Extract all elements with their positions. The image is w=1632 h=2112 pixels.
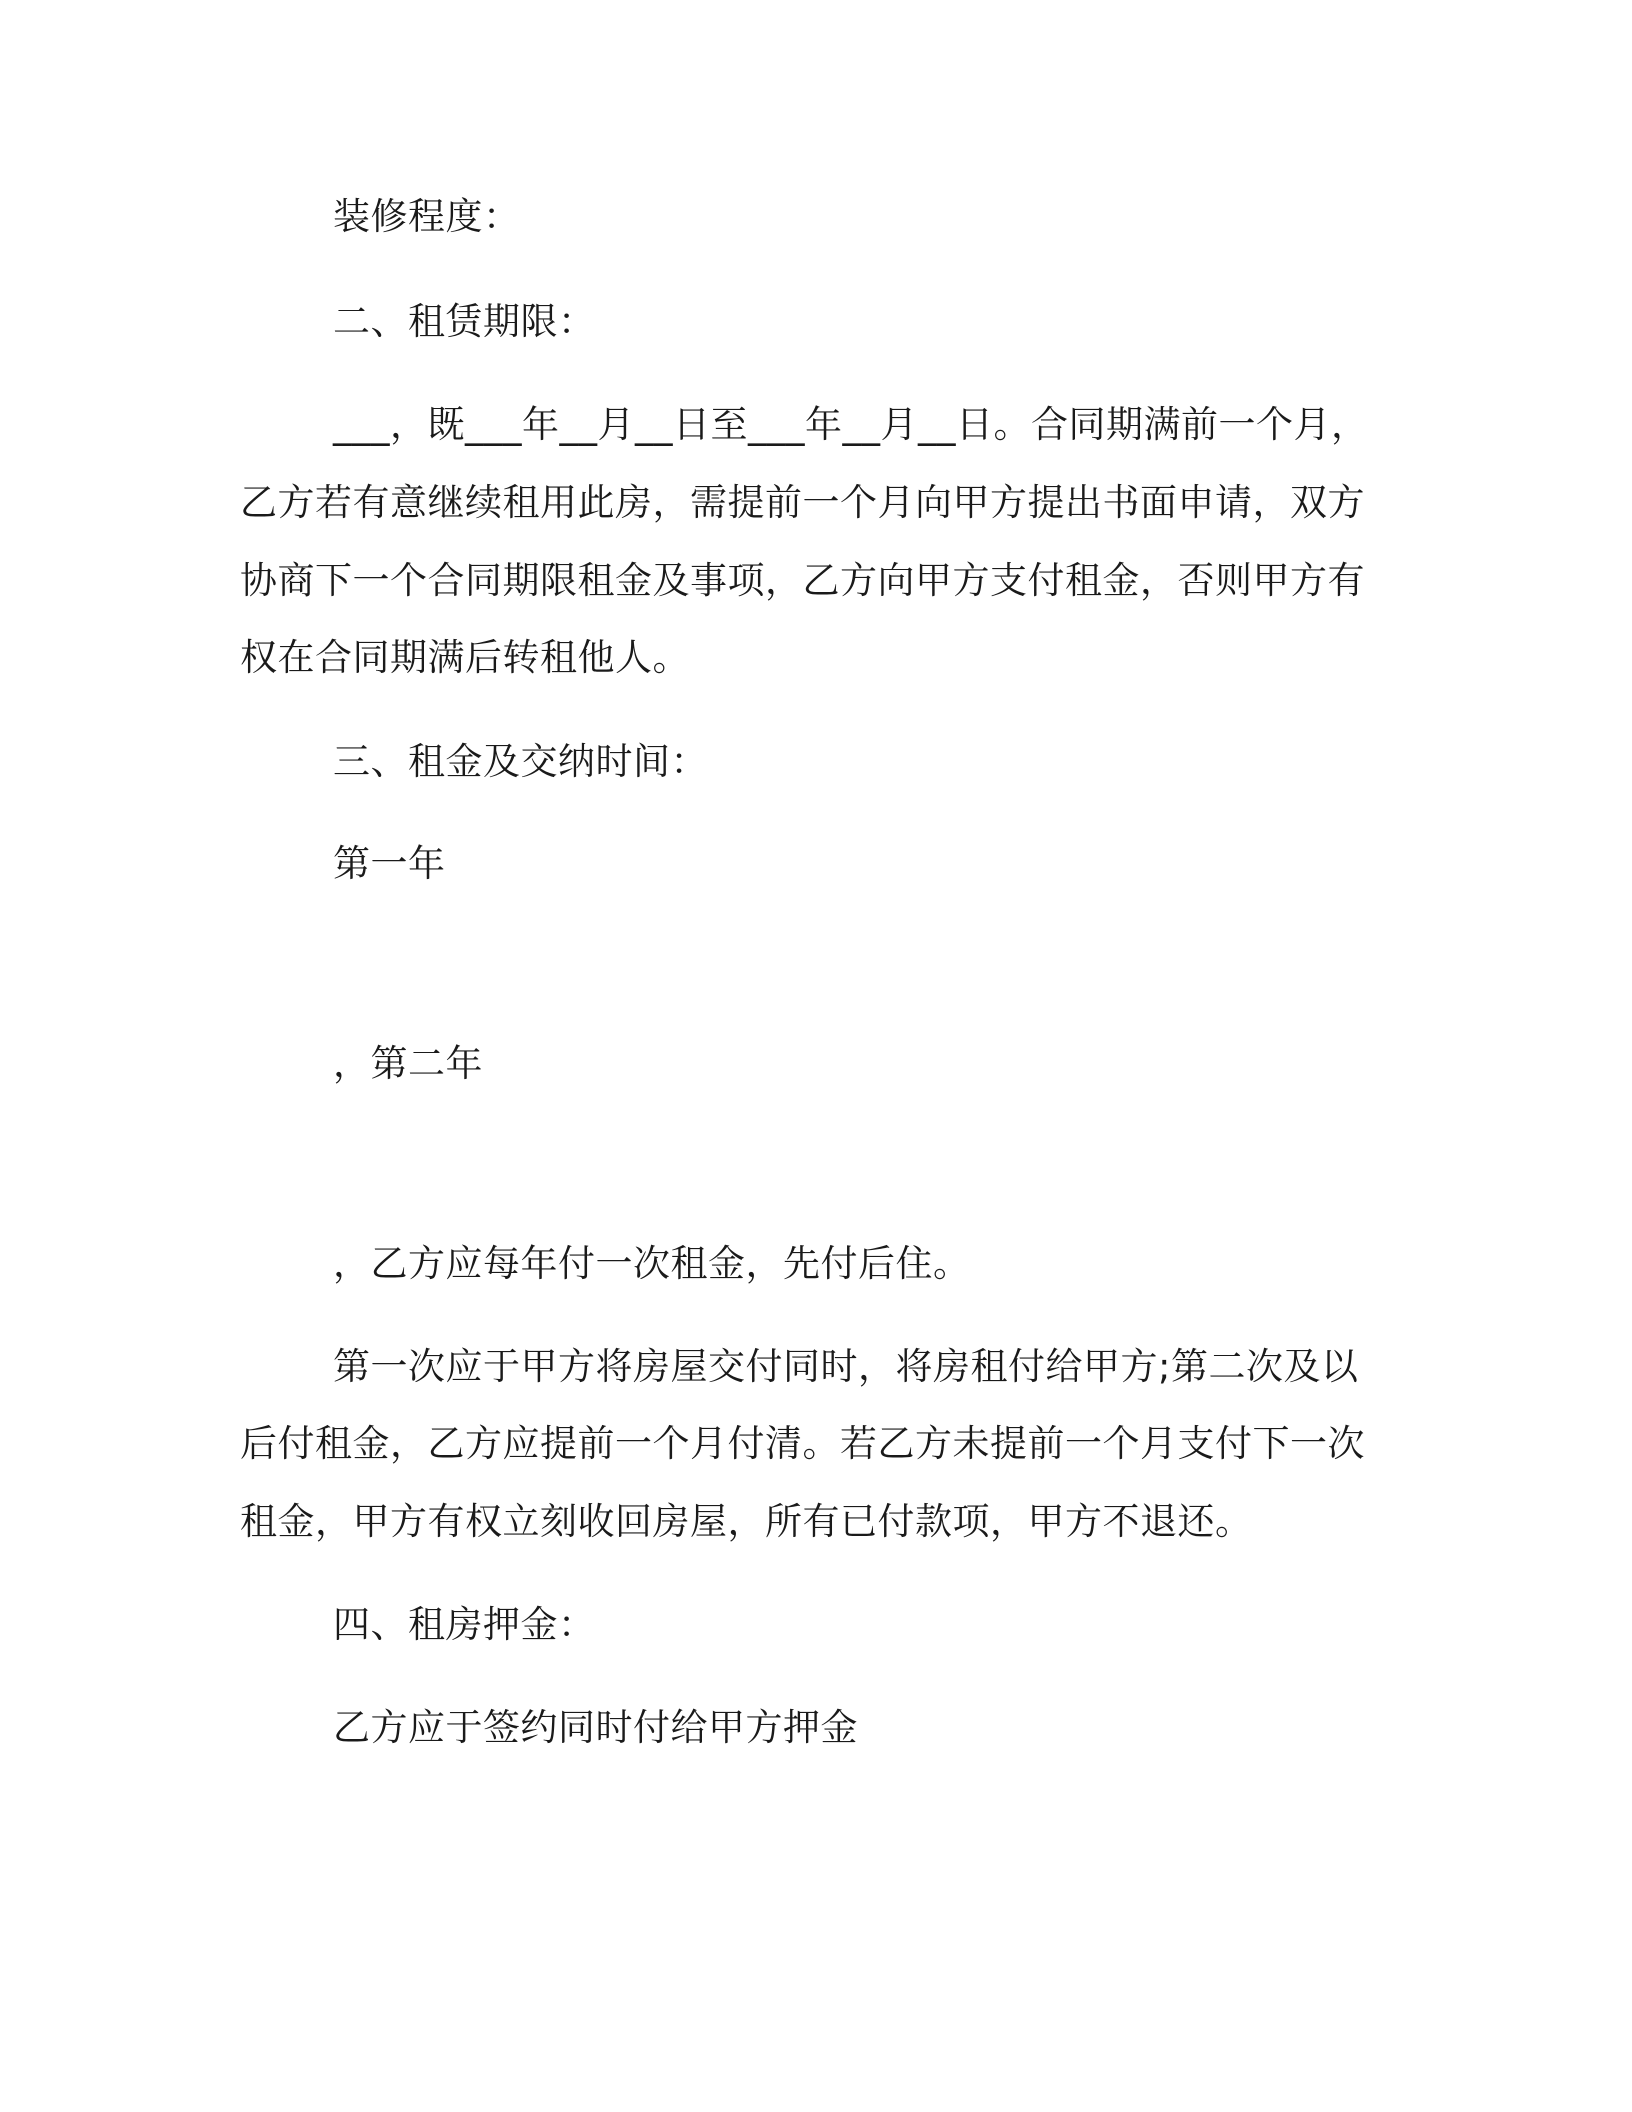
payment-rule-text: ，乙方应每年付一次租金，先付后住。 <box>333 1242 971 1285</box>
decoration-label: 装修程度： <box>333 195 521 238</box>
lease-term-paragraph-line: 协商下一个合同期限租金及事项，乙方向甲方支付租金，否则甲方有 <box>240 559 1365 602</box>
rent-payment-paragraph-line: 后付租金，乙方应提前一个月付清。若乙方未提前一个月支付下一次 <box>240 1422 1365 1465</box>
section-heading-rent-payment: 三、租金及交纳时间： <box>333 740 708 783</box>
rent-payment-paragraph-line: 租金，甲方有权立刻收回房屋，所有已付款项，甲方不退还。 <box>240 1500 1253 1543</box>
lease-term-paragraph-line: 权在合同期满后转租他人。 <box>240 636 690 679</box>
deposit-text: 乙方应于签约同时付给甲方押金 <box>333 1706 858 1749</box>
section-heading-lease-term: 二、租赁期限： <box>333 300 596 343</box>
lease-term-paragraph-line: 乙方若有意继续租用此房，需提前一个月向甲方提出书面申请，双方 <box>240 481 1365 524</box>
section-heading-deposit: 四、租房押金： <box>333 1603 596 1646</box>
first-year-label: 第一年 <box>333 842 446 885</box>
rent-payment-paragraph-line: 第一次应于甲方将房屋交付同时，将房租付给甲方;第二次及以 <box>333 1345 1359 1388</box>
lease-term-paragraph-line: ___，既___年__月__日至___年__月__日。合同期满前一个月， <box>333 403 1369 446</box>
second-year-label: ，第二年 <box>333 1042 483 1085</box>
